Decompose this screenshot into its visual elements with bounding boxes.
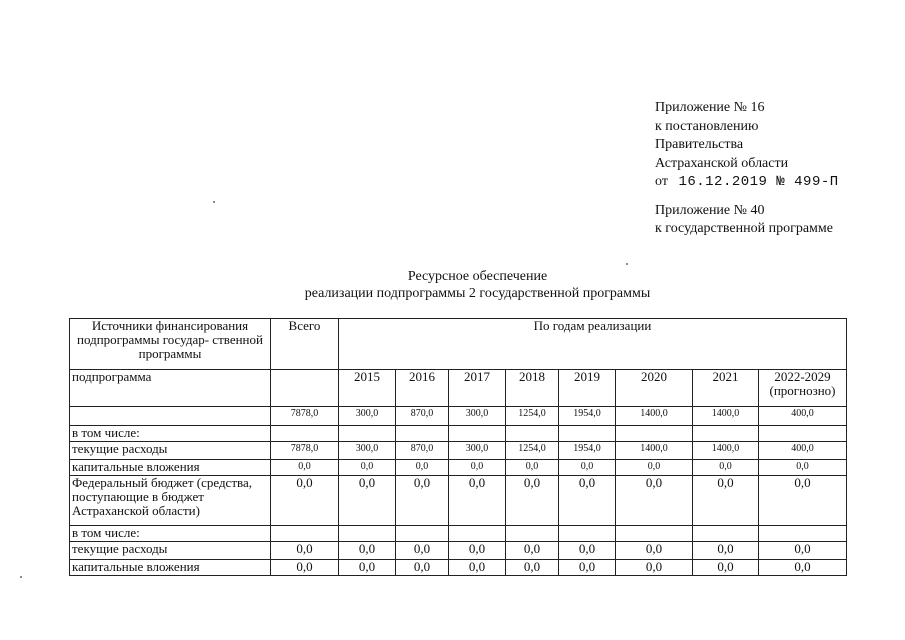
appendix-40-line: Приложение № 40 (655, 202, 765, 218)
year-value-cell: 1400,0 (693, 442, 759, 460)
year-value-cell: 0,0 (396, 560, 449, 576)
year-value-cell: 0,0 (759, 560, 847, 576)
row-label: капитальные вложения (70, 560, 271, 576)
year-value-cell: 0,0 (693, 476, 759, 526)
year-value-cell: 400,0 (759, 442, 847, 460)
row-total (271, 426, 339, 442)
year-value-cell: 0,0 (559, 560, 616, 576)
year-value-cell: 0,0 (339, 542, 396, 560)
year-value-cell: 0,0 (759, 476, 847, 526)
year-value-cell: 300,0 (339, 442, 396, 460)
year-value-cell: 0,0 (449, 560, 506, 576)
empty-cell (271, 370, 339, 407)
year-value-cell (396, 526, 449, 542)
table-row (70, 476, 847, 526)
table-row (70, 426, 847, 442)
appendix-header (655, 99, 885, 239)
year-header: 2019 (559, 370, 616, 407)
year-header: 2016 (396, 370, 449, 407)
data-rows (70, 407, 847, 576)
table-row (70, 442, 847, 460)
year-value-cell: 870,0 (396, 407, 449, 426)
row-total: 7878,0 (271, 442, 339, 460)
year-header: 2021 (693, 370, 759, 407)
year-header: 2022-2029 (прогнозно) (759, 370, 847, 407)
year-value-cell: 0,0 (339, 476, 396, 526)
year-value-cell (339, 426, 396, 442)
year-value-cell (339, 526, 396, 542)
table-row (70, 407, 847, 426)
year-value-cell: 0,0 (396, 476, 449, 526)
scan-speck (213, 201, 215, 203)
year-value-cell: 0,0 (559, 476, 616, 526)
year-value-cell: 1954,0 (559, 442, 616, 460)
header-total: Всего (271, 319, 339, 370)
table-row (70, 526, 847, 542)
year-value-cell (616, 526, 693, 542)
year-value-cell: 0,0 (506, 560, 559, 576)
year-value-cell: 0,0 (506, 542, 559, 560)
year-value-cell: 0,0 (396, 542, 449, 560)
year-value-cell: 1954,0 (559, 407, 616, 426)
scan-speck (20, 576, 22, 578)
year-value-cell (759, 426, 847, 442)
year-value-cell (759, 526, 847, 542)
row-label: Федеральный бюджет (средства, поступающие в бюджет Астраханской области) (70, 476, 271, 526)
row-total (271, 526, 339, 542)
header-years: По годам реализации (339, 319, 847, 370)
year-value-cell: 300,0 (339, 407, 396, 426)
year-value-cell: 0,0 (449, 476, 506, 526)
year-value-cell: 0,0 (759, 460, 847, 476)
year-value-cell (449, 526, 506, 542)
row-label: в том числе: (70, 526, 271, 542)
table-row (70, 542, 847, 560)
document-title: Ресурсное обеспечение (407, 269, 548, 284)
year-value-cell (506, 526, 559, 542)
date-prefix: от (655, 174, 668, 189)
row-label: в том числе: (70, 426, 271, 442)
decree-date-line (655, 173, 885, 192)
year-value-cell: 1400,0 (616, 407, 693, 426)
year-value-cell: 0,0 (616, 476, 693, 526)
appendix-line: к постановлению (655, 118, 759, 134)
row-total: 0,0 (271, 560, 339, 576)
year-value-cell (693, 526, 759, 542)
header-source: Источники финансирования подпрограммы государ- ственной программы (70, 319, 271, 370)
year-value-cell: 0,0 (449, 460, 506, 476)
row-total: 0,0 (271, 460, 339, 476)
row-total: 7878,0 (271, 407, 339, 426)
year-value-cell (559, 426, 616, 442)
year-value-cell: 0,0 (559, 460, 616, 476)
year-value-cell: 0,0 (449, 542, 506, 560)
document-subtitle: реализации подпрограммы 2 государственной программы (304, 286, 651, 301)
year-value-cell: 0,0 (506, 460, 559, 476)
appendix-line: Приложение № 16 (655, 100, 765, 115)
year-header: 2018 (506, 370, 559, 407)
year-value-cell: 1400,0 (616, 442, 693, 460)
appendix-40-line2: к государственной программе (655, 221, 833, 236)
year-value-cell: 0,0 (693, 560, 759, 576)
row-total: 0,0 (271, 542, 339, 560)
year-value-cell: 1400,0 (693, 407, 759, 426)
year-value-cell: 0,0 (616, 560, 693, 576)
year-value-cell (616, 426, 693, 442)
scan-speck (626, 263, 628, 265)
resource-table (69, 318, 847, 576)
row-label: текущие расходы (70, 442, 271, 460)
year-value-cell: 0,0 (506, 476, 559, 526)
year-value-cell: 0,0 (759, 542, 847, 560)
decree-date-number: 16.12.2019 № 499-П (678, 174, 839, 190)
year-value-cell: 1254,0 (506, 407, 559, 426)
year-header: 2017 (449, 370, 506, 407)
year-value-cell: 0,0 (693, 542, 759, 560)
table-row (70, 460, 847, 476)
subprogram-label: подпрограмма (70, 370, 271, 407)
year-value-cell: 870,0 (396, 442, 449, 460)
year-header: 2020 (616, 370, 693, 407)
appendix-line: Правительства (655, 137, 744, 152)
year-value-cell: 0,0 (339, 460, 396, 476)
year-value-cell (506, 426, 559, 442)
table-row (70, 560, 847, 576)
row-label: текущие расходы (70, 542, 271, 560)
year-value-cell: 400,0 (759, 407, 847, 426)
year-value-cell: 0,0 (693, 460, 759, 476)
year-value-cell (396, 426, 449, 442)
year-value-cell: 300,0 (449, 407, 506, 426)
row-total: 0,0 (271, 476, 339, 526)
row-label (70, 407, 271, 426)
year-value-cell: 0,0 (616, 542, 693, 560)
appendix-line: Астраханской области (655, 155, 789, 171)
year-value-cell (559, 526, 616, 542)
year-value-cell: 0,0 (559, 542, 616, 560)
year-header: 2015 (339, 370, 396, 407)
year-value-cell (449, 426, 506, 442)
year-value-cell: 300,0 (449, 442, 506, 460)
year-value-cell: 0,0 (396, 460, 449, 476)
year-value-cell: 0,0 (339, 560, 396, 576)
year-value-cell (693, 426, 759, 442)
year-value-cell: 1254,0 (506, 442, 559, 460)
year-value-cell: 0,0 (616, 460, 693, 476)
row-label: капитальные вложения (70, 460, 271, 476)
